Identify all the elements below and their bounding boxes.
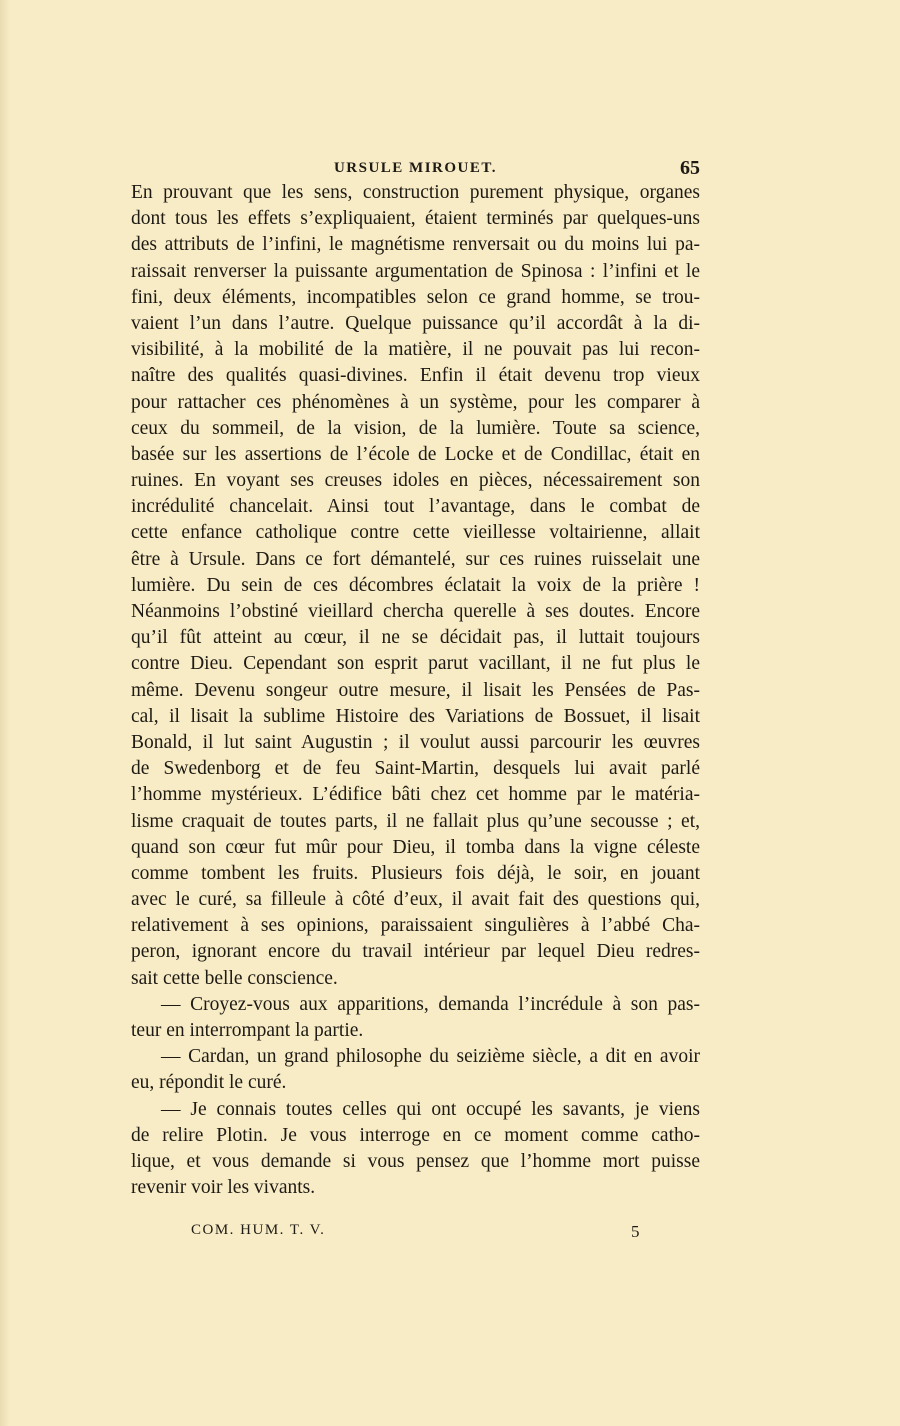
text-line: contre Dieu. Cependant son esprit parut vacillant, il ne fut plus le	[131, 653, 700, 675]
text-line: être à Ursule. Dans ce fort démantelé, sur ces ruines ruisselait une	[131, 548, 700, 570]
text-line: pour rattacher ces phénomènes à un système, pour les comparer à	[131, 391, 700, 413]
paragraph	[131, 992, 700, 1044]
text-line: En prouvant que les sens, construction purement physique, organes	[131, 182, 700, 203]
printer-signature	[131, 1222, 700, 1246]
text-line: — Cardan, un grand philosophe du seizième siècle, a dit en avoir	[161, 1046, 700, 1068]
text-line: comme tombent les fruits. Plusieurs fois déjà, le soir, en jouant	[131, 862, 700, 884]
text-line: lique, et vous demande si vous pensez que l’homme mort puisse	[131, 1150, 700, 1172]
text-line: l’homme mystérieux. L’édifice bâti chez cet homme par le matéria-	[131, 784, 700, 806]
text-line: ruines. En voyant ses creuses idoles en pièces, nécessairement son	[131, 470, 700, 492]
text-line: cette enfance catholique contre cette vieillesse voltairienne, allait	[131, 522, 700, 544]
running-title: URSULE MIROUET.	[333, 160, 498, 176]
text-line: cal, il lisait la sublime Histoire des Variations de Bossuet, il lisait	[131, 705, 700, 727]
paragraph	[131, 1097, 700, 1202]
text-line: visibilité, à la mobilité de la matière, il ne pouvait pas lui recon-	[131, 339, 700, 361]
page-edge	[0, 0, 10, 1426]
text-line: vaient l’un dans l’autre. Quelque puissance qu’il accordât à la di-	[131, 312, 700, 334]
text-line: lumière. Du sein de ces décombres éclatait la voix de la prière !	[131, 574, 700, 596]
text-line: revenir voir les vivants.	[131, 1177, 316, 1199]
body-text	[131, 180, 700, 1201]
paragraph	[131, 1044, 700, 1096]
text-line: incrédulité chancelait. Ainsi tout l’avantage, dans le combat de	[131, 496, 700, 518]
text-line: fini, deux éléments, incompatibles selon ce grand homme, se trou-	[131, 286, 700, 308]
text-line: relativement à ses opinions, paraissaient singulières à l’abbé Cha-	[131, 915, 700, 937]
text-line: eu, répondit le curé.	[131, 1072, 287, 1094]
signature-number: 5	[631, 1222, 640, 1241]
text-line: Bonald, il lut saint Augustin ; il voulut aussi parcourir les œuvres	[131, 731, 700, 753]
paragraph	[131, 180, 700, 992]
text-line: des attributs de l’infini, le magnétisme renversait ou du moins lui pa-	[131, 234, 700, 256]
text-line: avec le curé, sa filleule à côté d’eux, il avait fait des questions qui,	[131, 889, 700, 911]
text-line: peron, ignorant encore du travail intérieur par lequel Dieu redres-	[131, 941, 700, 963]
text-line: — Je connais toutes celles qui ont occupé les savants, je viens	[161, 1098, 700, 1120]
text-line: lisme craquait de toutes parts, il ne fallait plus qu’une secousse ; et,	[131, 810, 700, 832]
text-line: dont tous les effets s’expliquaient, étaient terminés par quelques-uns	[131, 208, 700, 230]
text-line: ceux du sommeil, de la vision, de la lumière. Toute sa science,	[131, 417, 700, 439]
text-line: sait cette belle conscience.	[131, 967, 338, 989]
text-line: de relire Plotin. Je vous interroge en ce moment comme catho-	[131, 1124, 700, 1146]
text-line: basée sur les assertions de l’école de Locke et de Condillac, était en	[131, 443, 700, 465]
running-head	[131, 158, 700, 182]
text-line: même. Devenu songeur outre mesure, il lisait les Pensées de Pas-	[131, 679, 700, 701]
text-line: de Swedenborg et de feu Saint-Martin, desquels lui avait parlé	[131, 758, 700, 780]
text-line: Néanmoins l’obstiné vieillard chercha querelle à ses doutes. Encore	[131, 601, 700, 622]
text-line: — Croyez-vous aux apparitions, demanda l’incrédule à son pas-	[161, 993, 700, 1015]
page-number: 65	[680, 157, 700, 179]
text-line: quand son cœur fut mûr pour Dieu, il tomba dans la vigne céleste	[131, 836, 700, 858]
text-line: naître des qualités quasi-divines. Enfin il était devenu trop vieux	[131, 365, 700, 387]
text-line: qu’il fût atteint au cœur, il ne se décidait pas, il luttait toujours	[131, 627, 700, 649]
signature-mark: COM. HUM. T. V.	[191, 1222, 326, 1238]
text-line: raissait renverser la puissante argumentation de Spinosa : l’infini et le	[131, 260, 700, 282]
text-line: teur en interrompant la partie.	[131, 1020, 364, 1041]
